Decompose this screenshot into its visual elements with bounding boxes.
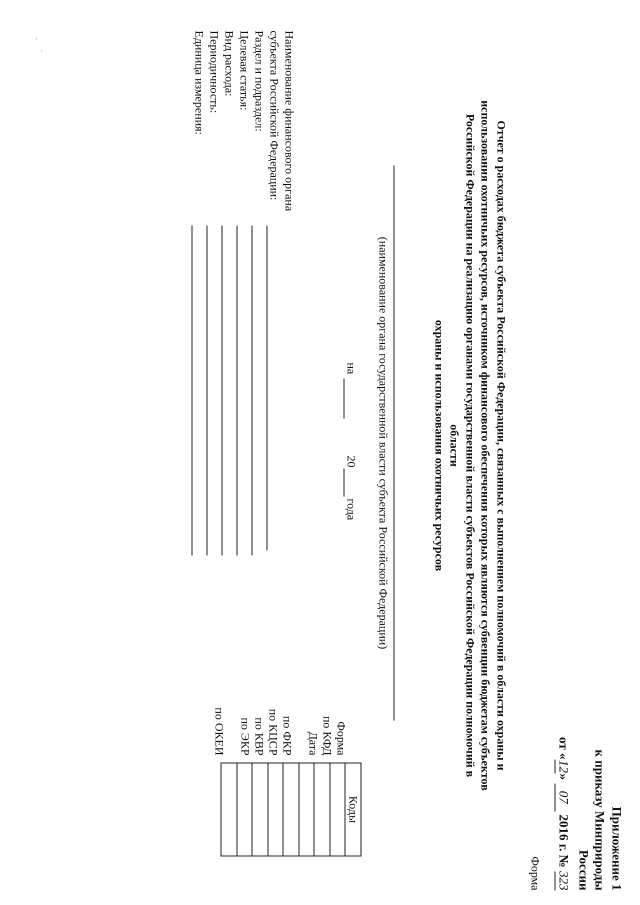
field-periodicity: Периодичность: xyxy=(207,30,221,113)
report-title-line: охраны и использования охотничьих ресурсов xyxy=(432,319,446,571)
date-twenty: 20 xyxy=(344,455,358,467)
date-mid: » xyxy=(556,772,571,783)
code-cell-kvr[interactable] xyxy=(252,763,268,856)
field-unit: Единица измерения: xyxy=(192,30,206,135)
scan-speck: • xyxy=(36,37,38,41)
organ-caption: (наименование органа государственной власти субъекта Российской Федерации) xyxy=(376,236,390,649)
order-day: 12 xyxy=(556,759,571,773)
section-value-line xyxy=(251,225,252,555)
report-title-line: Российской Федерации на реализацию органами государственной власти субъектов Российской Федерации полномочий в области xyxy=(447,113,477,777)
code-label: по ФКР xyxy=(280,715,294,755)
target-value-line xyxy=(236,225,237,555)
code-label: по ЭКР xyxy=(238,716,252,755)
field-expense-type: Вид расхода: xyxy=(222,30,236,96)
expense-type-value-line xyxy=(221,225,222,555)
form-word: Форма xyxy=(528,855,542,890)
code-cell-date[interactable] xyxy=(299,763,315,856)
code-label: Дата xyxy=(306,731,320,755)
appendix-title: Приложение 1 xyxy=(609,806,624,890)
order-month: 07 xyxy=(554,783,571,811)
code-cell-okei[interactable] xyxy=(221,763,237,856)
code-label: по ОКЕИ xyxy=(212,706,226,755)
codes-header: Коды xyxy=(345,763,361,856)
date-prefix: от « xyxy=(556,736,571,759)
field-section: Раздел и подраздел: xyxy=(252,30,266,132)
code-cell-fkr[interactable] xyxy=(283,763,299,856)
code-label: Форма xyxy=(334,720,348,755)
date-goda: года xyxy=(344,498,358,520)
code-cell-kfd[interactable] xyxy=(314,763,330,856)
fin-organ-value-line xyxy=(266,225,267,550)
code-cell-ekr[interactable] xyxy=(237,763,253,856)
report-title xyxy=(431,95,509,795)
date-na: на xyxy=(344,362,358,374)
field-fin-organ-1: Наименование финансового органа xyxy=(282,30,296,211)
field-target: Целевая статья: xyxy=(237,30,251,110)
report-title-line: Отчет о расходах бюджета субъекта Российской Федерации, связанных с выполнением полномочий в области охраны и xyxy=(494,119,508,771)
report-title-line: использования охотничьих ресурсов, источником финансового обеспечения которых являются субвенции бюджетам субъектов xyxy=(478,99,493,791)
appendix-order: к приказу Минприроды России xyxy=(576,749,607,890)
date-year-line xyxy=(343,468,344,496)
order-number: 323 xyxy=(556,870,571,890)
date-day-month-line xyxy=(343,378,344,418)
code-cell-kcsr[interactable] xyxy=(268,763,284,856)
organ-name-line xyxy=(393,165,394,720)
code-label: по КВР xyxy=(252,716,266,755)
date-year: 2016 г. № xyxy=(556,810,571,871)
code-cell-forma[interactable] xyxy=(330,763,346,856)
appendix-date-number xyxy=(554,720,571,890)
scan-speck: • xyxy=(41,49,43,53)
code-label: по КЦСР xyxy=(266,708,280,755)
code-label: по КФД xyxy=(320,715,334,755)
codes-labels xyxy=(212,640,348,755)
codes-table xyxy=(221,762,362,856)
unit-value-line xyxy=(191,225,192,555)
periodicity-value-line xyxy=(206,225,207,555)
field-fin-organ-2: субъекта Российской Федерации: xyxy=(267,30,281,200)
